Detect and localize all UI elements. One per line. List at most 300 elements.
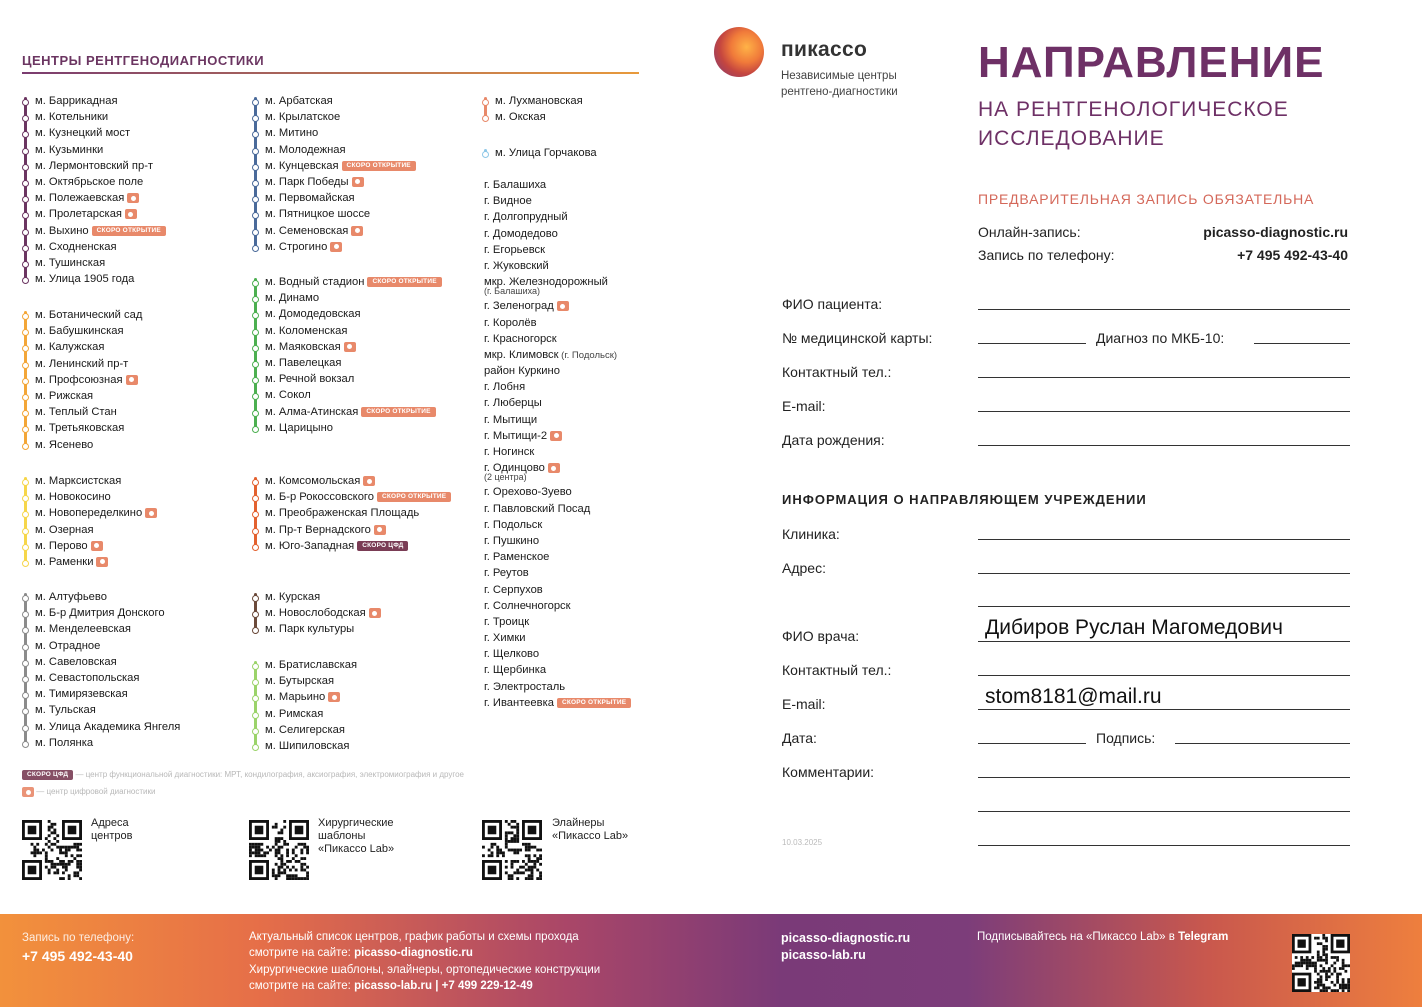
footer-line3: Хирургические шаблоны, элайнеры, ортопедические конструкции xyxy=(249,964,601,976)
location-name: м. Отрадное xyxy=(35,639,101,652)
comments-field[interactable] xyxy=(978,777,1350,778)
prereg-notice: ПРЕДВАРИТЕЛЬНАЯ ЗАПИСЬ ОБЯЗАТЕЛЬНА xyxy=(978,191,1315,207)
station-dot-icon xyxy=(252,180,259,187)
location-name: м. Полянка xyxy=(35,736,94,749)
station-dot-icon xyxy=(252,744,259,751)
station-item xyxy=(24,589,180,605)
station-dot-icon xyxy=(22,708,29,715)
station-dot-icon xyxy=(22,627,29,634)
location-name: мкр. Климовск xyxy=(484,348,559,361)
doctor-tel-field[interactable] xyxy=(978,675,1350,676)
station-item xyxy=(24,686,180,702)
location-name: м. Савеловская xyxy=(35,655,117,668)
location-name: м. Динамо xyxy=(265,292,320,305)
city-item xyxy=(484,331,631,347)
location-name: м. Бабушкинская xyxy=(35,325,124,338)
station-dot-icon xyxy=(252,410,259,417)
station-dot-icon xyxy=(22,345,29,352)
doctor-fio-field[interactable] xyxy=(978,641,1350,642)
camera-icon xyxy=(22,787,34,797)
station-item xyxy=(254,158,416,174)
location-name: м. Новопеределкино xyxy=(35,507,143,520)
station-item xyxy=(24,505,157,521)
location-name: м. Пятницкое шоссе xyxy=(265,208,371,221)
camera-icon xyxy=(328,692,340,702)
camera-icon xyxy=(548,463,560,473)
station-item xyxy=(24,255,166,271)
camera-icon xyxy=(127,193,139,203)
comments-label: Комментарии: xyxy=(782,764,875,780)
location-name: м. Котельники xyxy=(35,111,109,124)
station-item xyxy=(254,706,357,722)
station-item xyxy=(254,538,451,554)
station-dot-icon xyxy=(22,394,29,401)
metro-line-group xyxy=(254,93,416,255)
location-name: м. Марьино xyxy=(265,691,326,704)
station-dot-icon xyxy=(252,495,259,502)
location-name: г. Пушкино xyxy=(484,534,540,547)
metro-line-group xyxy=(24,589,180,751)
referrer-section-title: ИНФОРМАЦИЯ О НАПРАВЛЯЮЩЕМ УЧРЕЖДЕНИИ xyxy=(782,492,1147,507)
station-dot-icon xyxy=(482,151,489,158)
station-item xyxy=(24,223,166,239)
camera-icon xyxy=(550,431,562,441)
diagnosis-field[interactable] xyxy=(1254,343,1350,344)
city-item xyxy=(484,695,631,711)
location-name: г. Раменское xyxy=(484,551,550,564)
location-name: м. Молодежная xyxy=(265,143,346,156)
location-name: м. Рижская xyxy=(35,389,94,402)
location-name: м. Первомайская xyxy=(265,192,355,205)
qr-label-templates: Хирургические шаблоны «Пикассо Lab» xyxy=(318,817,395,855)
station-item xyxy=(254,420,442,436)
patient-email-label: E-mail: xyxy=(782,398,826,414)
online-link[interactable]: picasso-diagnostic.ru xyxy=(1203,224,1348,240)
station-dot-icon xyxy=(22,131,29,138)
location-name: мкр. Железнодорожный xyxy=(484,276,608,289)
footer-bar xyxy=(0,914,1422,1007)
station-dot-icon xyxy=(252,695,259,702)
location-name: м. Курская xyxy=(265,591,321,603)
doctor-fio-value[interactable]: Дибиров Руслан Магомедович xyxy=(985,616,1283,639)
location-note: (г. Балашиха) xyxy=(484,286,540,297)
station-dot-icon xyxy=(252,296,259,303)
doctor-tel-label: Контактный тел.: xyxy=(782,662,892,678)
camera-icon xyxy=(557,301,569,311)
metro-line-group xyxy=(254,589,381,638)
legend-cam xyxy=(22,787,155,797)
location-name: г. Ногинск xyxy=(484,446,535,458)
clinic-label: Клиника: xyxy=(782,526,840,542)
station-item xyxy=(24,372,142,388)
station-item xyxy=(24,339,142,355)
city-item xyxy=(484,484,631,500)
station-item xyxy=(254,522,451,538)
location-name: г. Одинцово xyxy=(484,462,545,475)
online-label: Онлайн-запись: xyxy=(978,224,1081,240)
footer-phone-label: Запись по телефону: xyxy=(22,932,135,944)
station-item xyxy=(24,522,157,538)
centers-title: ЦЕНТРЫ РЕНТГЕНОДИАГНОСТИКИ xyxy=(22,53,265,68)
station-item xyxy=(24,307,142,323)
city-item xyxy=(484,274,631,290)
station-dot-icon xyxy=(22,725,29,732)
card-number-label: № медицинской карты: xyxy=(782,330,933,346)
footer-site-lab[interactable]: picasso-lab.ru xyxy=(781,948,866,962)
location-name: м. Комсомольская xyxy=(265,475,361,487)
city-item xyxy=(484,662,631,678)
status-badge: СКОРО ЦФД xyxy=(357,541,408,551)
station-dot-icon xyxy=(252,361,259,368)
location-name: г. Долгопрудный xyxy=(484,211,568,224)
location-name: м. Речной вокзал xyxy=(265,373,355,386)
metro-line-group xyxy=(484,93,583,125)
qr-code-telegram[interactable] xyxy=(1292,934,1350,992)
station-dot-icon xyxy=(252,212,259,219)
location-name: г. Щербинка xyxy=(484,664,547,677)
camera-icon xyxy=(363,476,375,486)
status-badge: СКОРО ОТКРЫТИЕ xyxy=(342,161,416,171)
station-item xyxy=(254,239,416,255)
station-item xyxy=(24,174,166,190)
station-item xyxy=(24,735,180,751)
location-name: м. Озерная xyxy=(35,523,94,536)
station-dot-icon xyxy=(22,164,29,171)
city-item xyxy=(484,193,631,209)
station-item xyxy=(24,323,142,339)
station-item xyxy=(254,489,451,505)
card-number-field[interactable] xyxy=(978,343,1086,344)
location-name: г. Люберцы xyxy=(484,397,542,410)
station-item xyxy=(24,654,180,670)
location-name: г. Электросталь xyxy=(484,680,566,693)
station-dot-icon xyxy=(22,443,29,450)
station-dot-icon xyxy=(22,277,29,284)
location-name: м. Домодедовская xyxy=(265,308,361,321)
station-item xyxy=(24,554,157,570)
city-item xyxy=(484,630,631,646)
camera-icon xyxy=(126,375,138,385)
station-dot-icon xyxy=(22,644,29,651)
location-name: г. Жуковский xyxy=(484,259,549,272)
station-dot-icon xyxy=(252,728,259,735)
location-name: г. Домодедово xyxy=(484,227,558,240)
location-name: м. Баррикадная xyxy=(35,95,118,107)
camera-icon xyxy=(374,525,386,535)
station-item xyxy=(254,93,416,109)
doctor-email-value[interactable]: stom8181@mail.ru xyxy=(985,685,1162,708)
cfd-badge: СКОРО ЦФД xyxy=(22,770,73,780)
city-item xyxy=(484,177,631,193)
status-badge: СКОРО ОТКРЫТИЕ xyxy=(367,277,441,287)
form-subtitle-line1: НА РЕНТГЕНОЛОГИЧЕСКОЕ xyxy=(978,98,1289,121)
city-item xyxy=(484,517,631,533)
metro-line-group xyxy=(24,307,142,453)
station-dot-icon xyxy=(22,329,29,336)
patient-fio-field[interactable] xyxy=(978,309,1350,310)
footer-line2-prefix: смотрите на сайте: xyxy=(249,947,355,959)
station-item xyxy=(254,738,357,754)
location-name: г. Мытищи xyxy=(484,413,538,426)
location-name: м. Арбатская xyxy=(265,95,333,107)
station-item xyxy=(24,190,166,206)
location-name: м. Выхино xyxy=(35,224,89,237)
city-item xyxy=(484,347,631,363)
address-label: Адрес: xyxy=(782,560,826,576)
station-item xyxy=(254,274,442,290)
station-item xyxy=(24,206,166,222)
location-name: м. Новослободская xyxy=(265,607,366,620)
station-dot-icon xyxy=(482,99,489,106)
qr-label-addresses: Адреса центров xyxy=(91,817,133,842)
station-dot-icon xyxy=(22,115,29,122)
station-item xyxy=(254,190,416,206)
comments-field-line3[interactable] xyxy=(978,845,1350,846)
location-name: м. Пролетарская xyxy=(35,208,122,221)
diagnosis-label: Диагноз по МКБ-10: xyxy=(1096,330,1225,346)
station-dot-icon xyxy=(22,378,29,385)
station-dot-icon xyxy=(252,345,259,352)
station-item xyxy=(254,290,442,306)
location-name: м. Водный стадион xyxy=(265,276,365,288)
location-name: м. Менделеевская xyxy=(35,623,131,636)
date-field[interactable] xyxy=(978,743,1086,744)
city-item xyxy=(484,412,631,428)
location-name: м. Кузьминки xyxy=(35,143,104,156)
camera-icon xyxy=(330,242,342,252)
station-item xyxy=(254,722,357,738)
city-item xyxy=(484,533,631,549)
station-item xyxy=(254,223,416,239)
footer-site-diagnostic[interactable]: picasso-diagnostic.ru xyxy=(781,931,911,945)
footer-lab-phone[interactable]: +7 499 229-12-49 xyxy=(441,980,533,992)
station-dot-icon xyxy=(252,115,259,122)
station-item xyxy=(24,109,166,125)
location-name: г. Видное xyxy=(484,195,532,208)
station-item xyxy=(24,473,157,489)
city-item xyxy=(484,315,631,331)
station-dot-icon xyxy=(252,679,259,686)
station-item xyxy=(254,505,451,521)
location-name: м. Сокол xyxy=(265,389,311,402)
station-dot-icon xyxy=(252,329,259,336)
location-name: м. Окская xyxy=(495,111,546,124)
city-item xyxy=(484,614,631,630)
location-name: м. Митино xyxy=(265,127,319,140)
legend-cfd xyxy=(22,770,464,780)
location-name: м. Лермонтовский пр-т xyxy=(35,159,154,172)
footer-link-diagnostic[interactable]: picasso-diagnostic.ru xyxy=(354,947,473,959)
phone-value[interactable]: +7 495 492-43-40 xyxy=(1237,247,1348,263)
birth-date-label: Дата рождения: xyxy=(782,432,885,448)
station-item xyxy=(254,473,451,489)
doctor-email-field[interactable] xyxy=(978,709,1350,710)
location-name: м. Лухмановская xyxy=(495,95,583,107)
footer-line4-prefix: смотрите на сайте: xyxy=(249,980,355,992)
station-item xyxy=(484,93,583,109)
station-item xyxy=(484,109,583,125)
footer-phone[interactable]: +7 495 492-43-40 xyxy=(22,948,133,964)
station-dot-icon xyxy=(22,528,29,535)
location-name: м. Б-р Рокоссовского xyxy=(265,491,374,504)
station-dot-icon xyxy=(22,362,29,369)
station-dot-icon xyxy=(22,245,29,252)
station-item xyxy=(254,621,381,637)
location-name: г. Лобня xyxy=(484,381,526,394)
location-name: м. Семеновская xyxy=(265,224,349,237)
station-item xyxy=(24,538,157,554)
station-item xyxy=(24,158,166,174)
station-item xyxy=(254,306,442,322)
city-item xyxy=(484,582,631,598)
location-name: м. Парк культуры xyxy=(265,623,355,636)
location-name: г. Орехово-Зуево xyxy=(484,486,572,499)
station-dot-icon xyxy=(22,99,29,106)
station-dot-icon xyxy=(252,148,259,155)
comments-field-line2[interactable] xyxy=(978,811,1350,812)
city-item xyxy=(484,258,631,274)
location-name: м. Октябрьское поле xyxy=(35,175,144,188)
telegram-link[interactable]: Telegram xyxy=(1178,931,1229,943)
phone-label: Запись по телефону: xyxy=(978,247,1115,263)
camera-icon xyxy=(96,557,108,567)
station-item xyxy=(24,437,142,453)
location-name: м. Раменки xyxy=(35,555,94,568)
station-dot-icon xyxy=(252,280,259,287)
camera-icon xyxy=(351,226,363,236)
birth-date-field[interactable] xyxy=(978,445,1350,446)
location-name: м. Ясенево xyxy=(35,438,94,451)
location-name: м. Кузнецкий мост xyxy=(35,127,131,140)
footer-line2 xyxy=(249,945,473,961)
location-name: г. Королёв xyxy=(484,316,537,329)
clinic-field[interactable] xyxy=(978,539,1350,540)
location-name: г. Ивантеевка xyxy=(484,696,554,709)
station-dot-icon xyxy=(252,164,259,171)
city-item xyxy=(484,679,631,695)
city-item xyxy=(484,298,631,314)
address-field-line2[interactable] xyxy=(978,606,1350,607)
station-item xyxy=(254,125,416,141)
city-item xyxy=(484,363,631,379)
station-dot-icon xyxy=(22,511,29,518)
location-name: м. Севастопольская xyxy=(35,671,140,684)
picasso-logo-icon xyxy=(714,27,764,77)
footer-line1: Актуальный список центров, график работы и схемы прохода xyxy=(249,931,579,943)
station-dot-icon xyxy=(252,426,259,433)
station-item xyxy=(254,206,416,222)
location-name: м. Шипиловская xyxy=(265,739,350,752)
qr-code-aligners[interactable] xyxy=(482,820,542,880)
form-title: НАПРАВЛЕНИЕ xyxy=(978,38,1325,87)
qr-code-templates[interactable] xyxy=(249,820,309,880)
station-item xyxy=(254,323,442,339)
station-dot-icon xyxy=(22,148,29,155)
station-dot-icon xyxy=(22,741,29,748)
camera-icon xyxy=(369,608,381,618)
station-dot-icon xyxy=(22,611,29,618)
station-item xyxy=(254,355,442,371)
legend-cfd-text: — центр функциональной диагностики: МРТ, кондилография, аксиография, электромиография и другое xyxy=(75,770,464,780)
station-item xyxy=(254,109,416,125)
station-item xyxy=(254,657,357,673)
location-name: м. Ленинский пр-т xyxy=(35,357,129,370)
form-subtitle-line2: ИССЛЕДОВАНИЕ xyxy=(978,127,1165,150)
patient-tel-field[interactable] xyxy=(978,377,1350,378)
location-name: г. Троицк xyxy=(484,615,530,628)
footer-link-lab[interactable]: picasso-lab.ru xyxy=(354,980,433,992)
city-item xyxy=(484,460,631,476)
station-item xyxy=(24,605,180,621)
station-dot-icon xyxy=(252,627,259,634)
station-item xyxy=(254,689,357,705)
station-item xyxy=(254,589,381,605)
patient-email-field[interactable] xyxy=(978,411,1350,412)
city-item xyxy=(484,428,631,444)
station-dot-icon xyxy=(22,660,29,667)
station-item xyxy=(24,719,180,735)
station-item xyxy=(24,638,180,654)
location-name: г. Красногорск xyxy=(484,332,557,345)
station-dot-icon xyxy=(252,229,259,236)
city-item xyxy=(484,379,631,395)
station-dot-icon xyxy=(252,712,259,719)
station-dot-icon xyxy=(252,245,259,252)
location-name: г. Зеленоград xyxy=(484,300,554,313)
station-item xyxy=(24,356,142,372)
doctor-email-label: E-mail: xyxy=(782,696,826,712)
doctor-fio-label: ФИО врача: xyxy=(782,628,860,644)
cities-group xyxy=(484,177,631,711)
location-name: г. Солнечногорск xyxy=(484,599,571,612)
station-item xyxy=(254,174,416,190)
location-name: м. Калужская xyxy=(35,341,105,354)
location-name: м. Теплый Стан xyxy=(35,406,117,419)
station-item xyxy=(484,145,597,161)
print-date: 10.03.2025 xyxy=(782,838,823,847)
address-field[interactable] xyxy=(978,573,1350,574)
station-item xyxy=(24,420,142,436)
location-name: м. Царицыно xyxy=(265,421,333,434)
station-dot-icon xyxy=(22,229,29,236)
location-name: м. Братиславская xyxy=(265,659,357,671)
station-item xyxy=(254,605,381,621)
status-badge: СКОРО ОТКРЫТИЕ xyxy=(361,407,435,417)
station-item xyxy=(254,673,357,689)
station-item xyxy=(254,371,442,387)
city-item xyxy=(484,565,631,581)
station-dot-icon xyxy=(22,313,29,320)
location-name: м. Коломенская xyxy=(265,324,348,337)
location-name: м. Полежаевская xyxy=(35,192,125,205)
location-name: м. Перово xyxy=(35,539,88,552)
station-dot-icon xyxy=(22,595,29,602)
station-dot-icon xyxy=(22,560,29,567)
location-name: м. Строгино xyxy=(265,240,328,253)
location-name: г. Химки xyxy=(484,632,526,645)
date-label: Дата: xyxy=(782,730,817,746)
station-dot-icon xyxy=(22,212,29,219)
qr-code-addresses[interactable] xyxy=(22,820,82,880)
location-name: г. Серпухов xyxy=(484,583,543,596)
station-dot-icon xyxy=(252,663,259,670)
location-name: м. Бутырская xyxy=(265,675,334,688)
title-divider xyxy=(22,72,639,74)
location-name: м. Улица 1905 года xyxy=(35,273,135,286)
station-item xyxy=(24,239,166,255)
signature-field[interactable] xyxy=(1175,743,1350,744)
metro-line-group xyxy=(254,473,451,554)
